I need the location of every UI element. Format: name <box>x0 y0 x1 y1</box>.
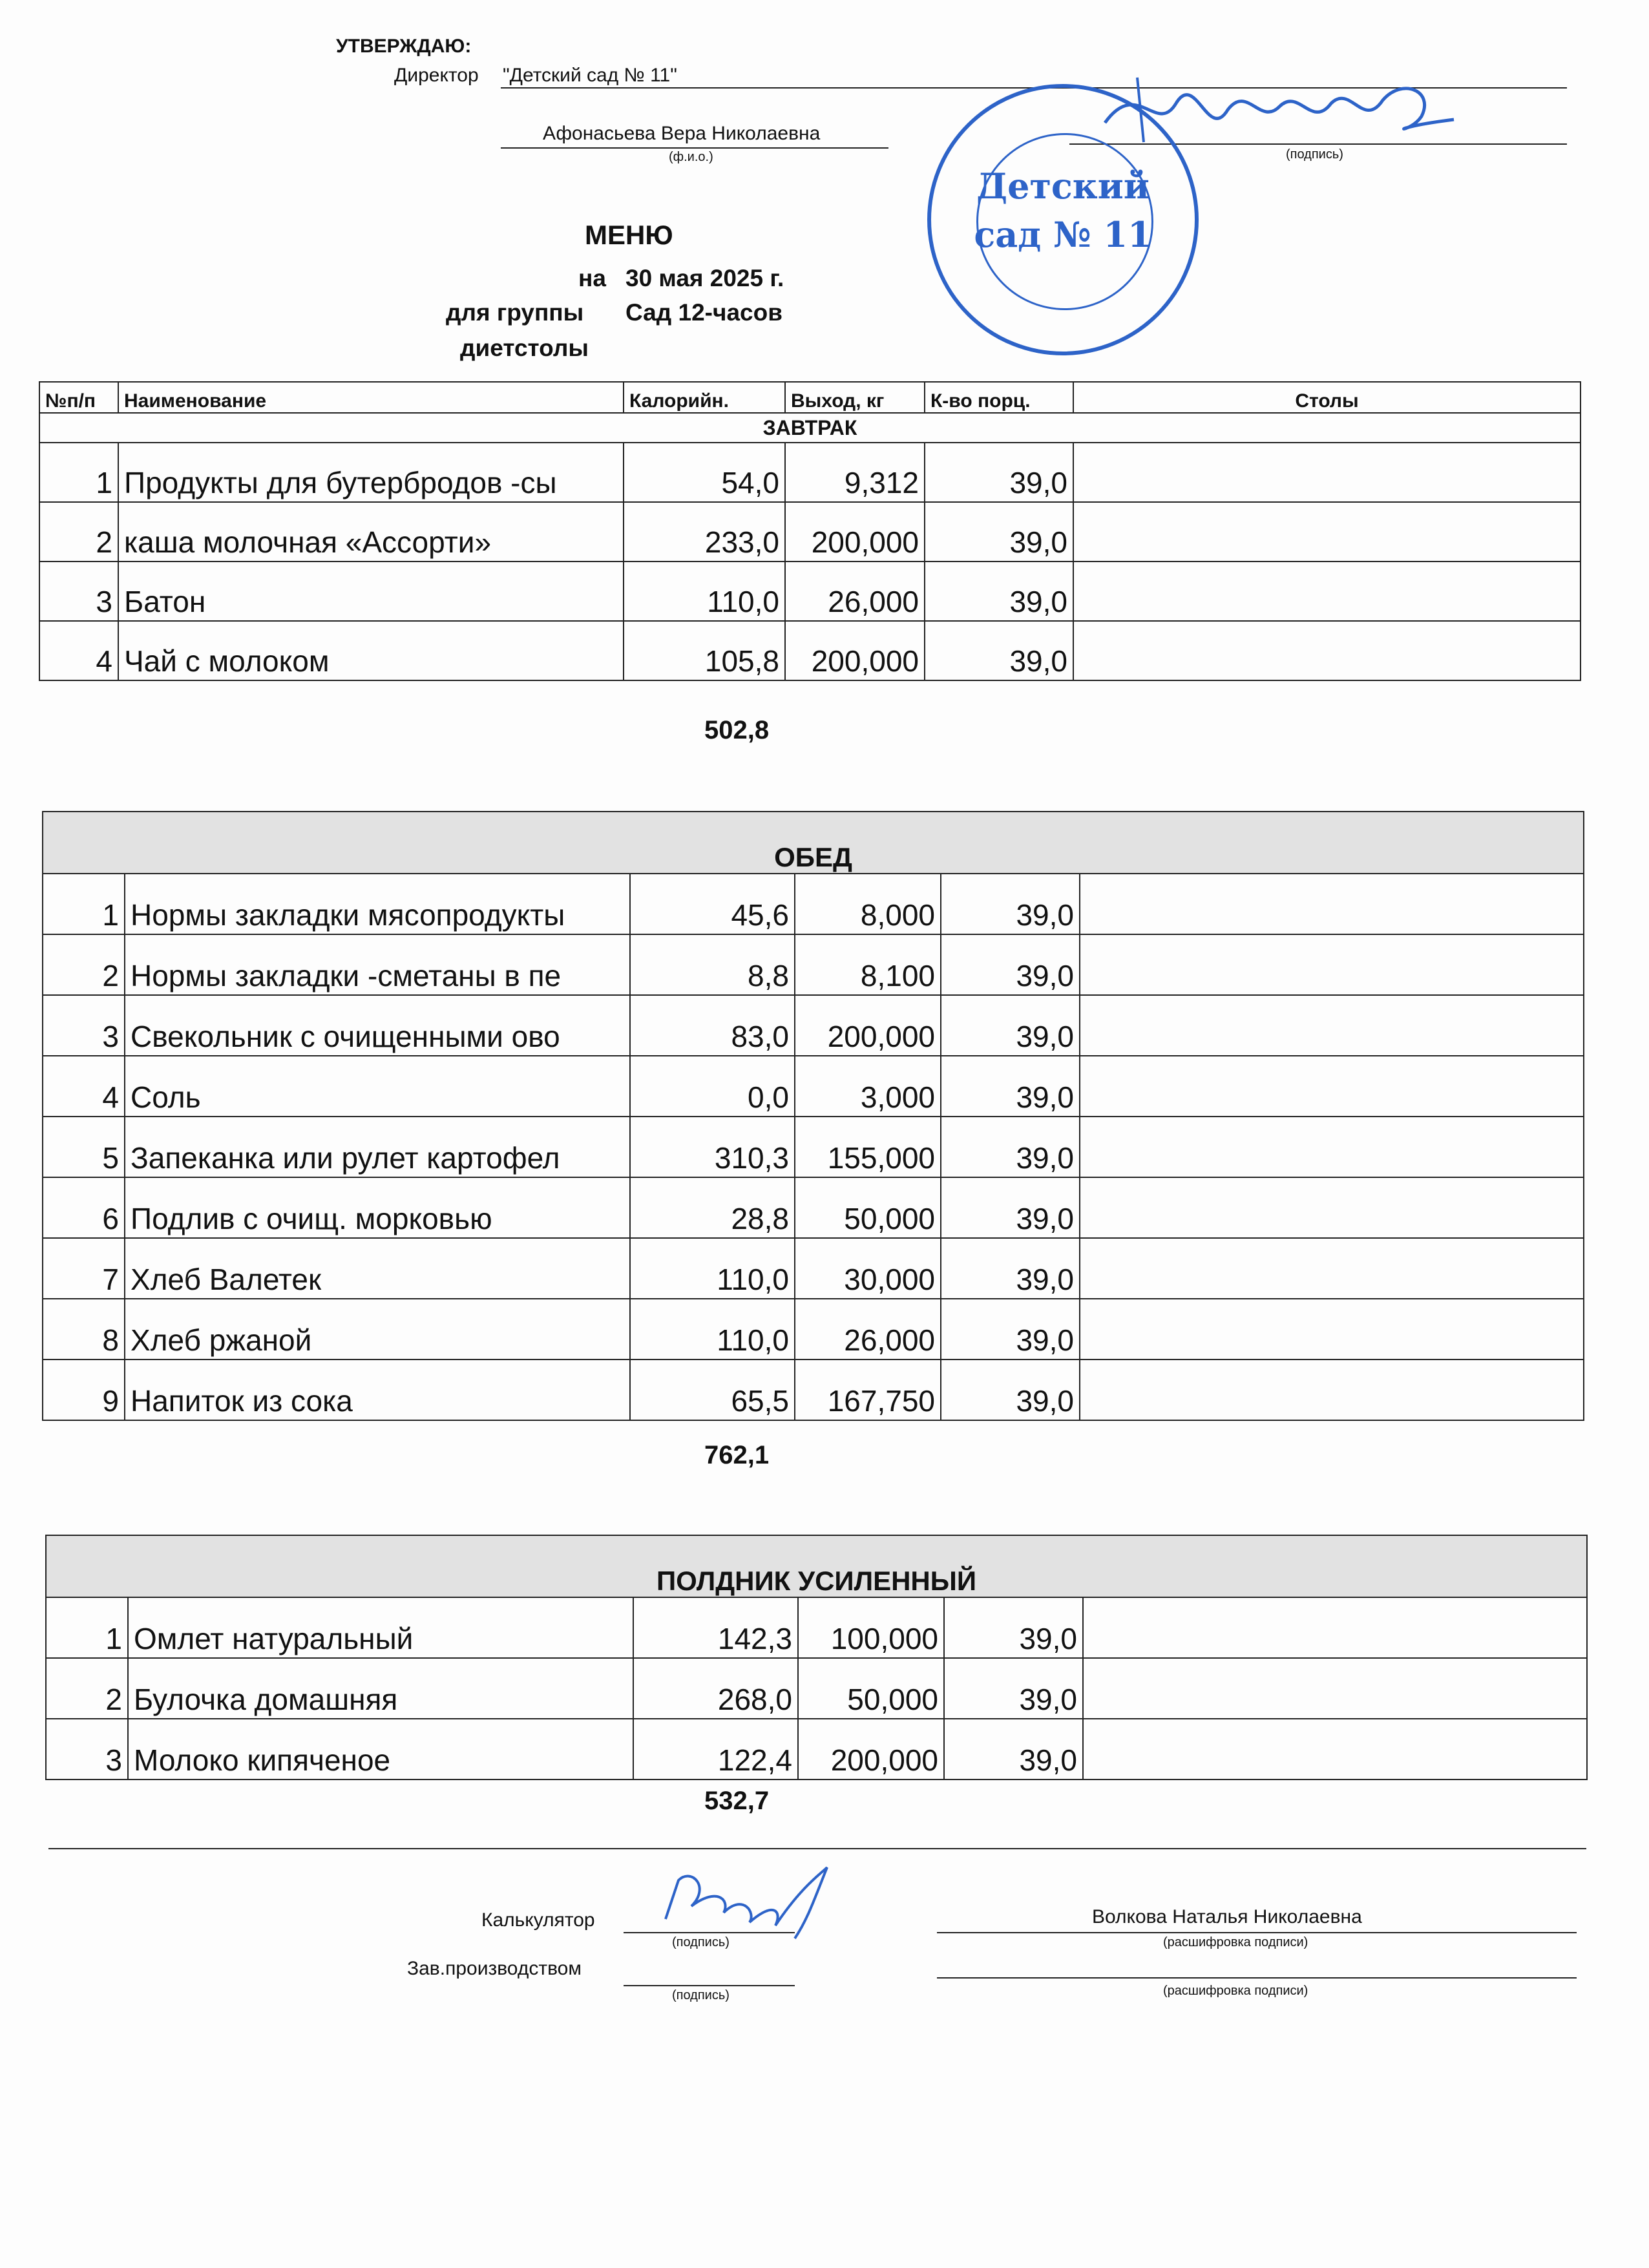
dish-name: Омлет натуральный <box>128 1597 633 1658</box>
dish-portions: 39,0 <box>941 1177 1080 1238</box>
dish-name: Чай с молоком <box>118 621 624 680</box>
dish-portions: 39,0 <box>941 934 1080 995</box>
dish-name: Нормы закладки мясопродукты <box>125 874 630 934</box>
dish-name: Напиток из сока <box>125 1360 630 1420</box>
dish-output: 167,750 <box>795 1360 941 1420</box>
dish-tables <box>1080 1299 1584 1360</box>
dish-output: 30,000 <box>795 1238 941 1299</box>
dish-name: Подлив с очищ. морковью <box>125 1177 630 1238</box>
dish-portions: 39,0 <box>944 1719 1083 1780</box>
dish-name: Свекольник с очищенными ово <box>125 995 630 1056</box>
table-row <box>39 621 1581 680</box>
dish-kcal: 142,3 <box>633 1597 798 1658</box>
section-title-breakfast: ЗАВТРАК <box>39 413 1581 443</box>
dish-name: Хлеб ржаной <box>125 1299 630 1360</box>
dish-name: Молоко кипяченое <box>128 1719 633 1780</box>
dish-portions: 39,0 <box>925 443 1073 502</box>
section-header-row <box>39 413 1581 443</box>
row-number: 9 <box>43 1360 125 1420</box>
dish-name: Хлеб Валетек <box>125 1238 630 1299</box>
dish-tables <box>1080 1117 1584 1177</box>
date-prefix: на <box>578 265 606 291</box>
dish-output: 200,000 <box>785 502 925 562</box>
calculator-decode-caption: (расшифровка подписи) <box>1163 1935 1308 1949</box>
calculator-label: Калькулятор <box>481 1909 595 1931</box>
dish-output: 155,000 <box>795 1117 941 1177</box>
dish-portions: 39,0 <box>944 1658 1083 1719</box>
production-signature-line <box>624 1985 795 1986</box>
dish-output: 3,000 <box>795 1056 941 1117</box>
dish-tables <box>1080 1177 1584 1238</box>
row-number: 4 <box>43 1056 125 1117</box>
dish-kcal: 310,3 <box>630 1117 795 1177</box>
dish-kcal: 8,8 <box>630 934 795 995</box>
stamp-line-2: сад № 11 <box>974 214 1152 255</box>
dish-output: 200,000 <box>785 621 925 680</box>
row-number: 2 <box>46 1658 128 1719</box>
table-row <box>43 1238 1584 1299</box>
section-header-row <box>43 812 1584 874</box>
dish-tables <box>1073 621 1581 680</box>
dish-portions: 39,0 <box>944 1597 1083 1658</box>
section-title-snack: ПОЛДНИК УСИЛЕННЫЙ <box>46 1535 1587 1597</box>
group-name: Сад 12-часов <box>625 299 782 326</box>
table-row <box>39 562 1581 621</box>
row-number: 4 <box>39 621 118 680</box>
row-number: 1 <box>39 443 118 502</box>
table-row <box>43 1056 1584 1117</box>
production-head-label: Зав.производством <box>407 1958 582 1979</box>
table-row <box>43 1117 1584 1177</box>
production-decode-caption: (расшифровка подписи) <box>1163 1984 1308 1998</box>
row-number: 5 <box>43 1117 125 1177</box>
section-title-lunch: ОБЕД <box>43 812 1584 874</box>
dish-tables <box>1073 502 1581 562</box>
dish-tables <box>1080 1056 1584 1117</box>
row-number: 6 <box>43 1177 125 1238</box>
organization-stamp <box>927 84 1199 355</box>
dish-portions: 39,0 <box>941 1117 1080 1177</box>
dish-kcal: 105,8 <box>624 621 785 680</box>
section-header-row <box>46 1535 1587 1597</box>
dish-output: 50,000 <box>798 1658 944 1719</box>
signature-caption: (подпись) <box>1286 147 1343 162</box>
table-row <box>46 1597 1587 1658</box>
dish-portions: 39,0 <box>941 1238 1080 1299</box>
name-underline <box>501 147 888 149</box>
director-position: Директор <box>394 65 479 86</box>
dish-portions: 39,0 <box>941 874 1080 934</box>
dish-portions: 39,0 <box>941 1299 1080 1360</box>
row-number: 3 <box>43 995 125 1056</box>
dish-kcal: 65,5 <box>630 1360 795 1420</box>
dish-kcal: 110,0 <box>630 1238 795 1299</box>
dish-kcal: 0,0 <box>630 1056 795 1117</box>
calculator-decode-line <box>937 1932 1577 1933</box>
snack-table <box>45 1535 1588 1780</box>
dish-kcal: 233,0 <box>624 502 785 562</box>
dish-tables <box>1083 1658 1587 1719</box>
row-number: 2 <box>39 502 118 562</box>
dish-portions: 39,0 <box>941 1056 1080 1117</box>
dish-tables <box>1080 934 1584 995</box>
dish-output: 50,000 <box>795 1177 941 1238</box>
dish-tables <box>1073 562 1581 621</box>
dish-name: Батон <box>118 562 624 621</box>
breakfast-total: 502,8 <box>704 716 770 744</box>
dish-tables <box>1080 1360 1584 1420</box>
table-row <box>39 443 1581 502</box>
breakfast-table <box>39 381 1581 681</box>
row-number: 3 <box>46 1719 128 1780</box>
table-row <box>43 1360 1584 1420</box>
dish-output: 200,000 <box>795 995 941 1056</box>
lunch-table <box>42 811 1584 1421</box>
dish-portions: 39,0 <box>925 562 1073 621</box>
approve-label: УТВЕРЖДАЮ: <box>336 36 472 57</box>
dish-kcal: 28,8 <box>630 1177 795 1238</box>
dish-kcal: 268,0 <box>633 1658 798 1719</box>
dish-name: Продукты для бутербродов -сы <box>118 443 624 502</box>
calculator-sign-caption: (подпись) <box>672 1935 730 1949</box>
calculator-name: Волкова Наталья Николаевна <box>1092 1906 1362 1927</box>
snack-total: 532,7 <box>704 1787 770 1815</box>
row-number: 2 <box>43 934 125 995</box>
group-prefix: для группы <box>446 299 584 326</box>
dish-name: Булочка домашняя <box>128 1658 633 1719</box>
dish-name: каша молочная «Ассорти» <box>118 502 624 562</box>
dish-portions: 39,0 <box>925 502 1073 562</box>
dish-tables <box>1080 995 1584 1056</box>
table-row <box>43 934 1584 995</box>
dish-output: 200,000 <box>798 1719 944 1780</box>
organization-name: "Детский сад № 11" <box>503 65 677 86</box>
table-row <box>46 1658 1587 1719</box>
dish-portions: 39,0 <box>941 1360 1080 1420</box>
dish-output: 9,312 <box>785 443 925 502</box>
dish-output: 8,000 <box>795 874 941 934</box>
dish-portions: 39,0 <box>925 621 1073 680</box>
dish-output: 26,000 <box>795 1299 941 1360</box>
col-header-number: №п/п <box>39 382 118 413</box>
dish-output: 26,000 <box>785 562 925 621</box>
table-row <box>43 995 1584 1056</box>
dish-kcal: 83,0 <box>630 995 795 1056</box>
stamp-line-1: Детский <box>976 165 1150 207</box>
dish-portions: 39,0 <box>941 995 1080 1056</box>
dish-kcal: 122,4 <box>633 1719 798 1780</box>
dish-tables <box>1080 1238 1584 1299</box>
calculator-signature <box>653 1861 846 1945</box>
menu-date: 30 мая 2025 г. <box>625 265 784 291</box>
table-row <box>46 1719 1587 1780</box>
menu-subtitle: диетстолы <box>460 335 589 361</box>
dish-kcal: 45,6 <box>630 874 795 934</box>
table-row <box>43 1177 1584 1238</box>
dish-name: Нормы закладки -сметаны в пе <box>125 934 630 995</box>
lunch-total: 762,1 <box>704 1441 770 1469</box>
col-header-name: Наименование <box>118 382 624 413</box>
fio-caption: (ф.и.о.) <box>669 150 713 164</box>
col-header-tables: Столы <box>1073 382 1581 413</box>
table-row <box>43 1299 1584 1360</box>
production-decode-line <box>937 1977 1577 1979</box>
footer-divider <box>48 1848 1586 1849</box>
table-row <box>43 874 1584 934</box>
row-number: 3 <box>39 562 118 621</box>
table-row <box>39 502 1581 562</box>
dish-kcal: 110,0 <box>630 1299 795 1360</box>
dish-kcal: 54,0 <box>624 443 785 502</box>
dish-tables <box>1083 1719 1587 1780</box>
director-name: Афонасьева Вера Николаевна <box>543 123 821 144</box>
dish-name: Соль <box>125 1056 630 1117</box>
dish-tables <box>1080 874 1584 934</box>
table-header-row <box>39 382 1581 413</box>
col-header-output: Выход, кг <box>785 382 925 413</box>
row-number: 7 <box>43 1238 125 1299</box>
dish-tables <box>1073 443 1581 502</box>
dish-name: Запеканка или рулет картофел <box>125 1117 630 1177</box>
dish-output: 100,000 <box>798 1597 944 1658</box>
row-number: 1 <box>43 874 125 934</box>
dish-output: 8,100 <box>795 934 941 995</box>
dish-tables <box>1083 1597 1587 1658</box>
menu-title: МЕНЮ <box>585 220 673 250</box>
production-sign-caption: (подпись) <box>672 1988 730 2002</box>
row-number: 1 <box>46 1597 128 1658</box>
dish-kcal: 110,0 <box>624 562 785 621</box>
row-number: 8 <box>43 1299 125 1360</box>
col-header-portions: К-во порц. <box>925 382 1073 413</box>
col-header-kcal: Калорийн. <box>624 382 785 413</box>
